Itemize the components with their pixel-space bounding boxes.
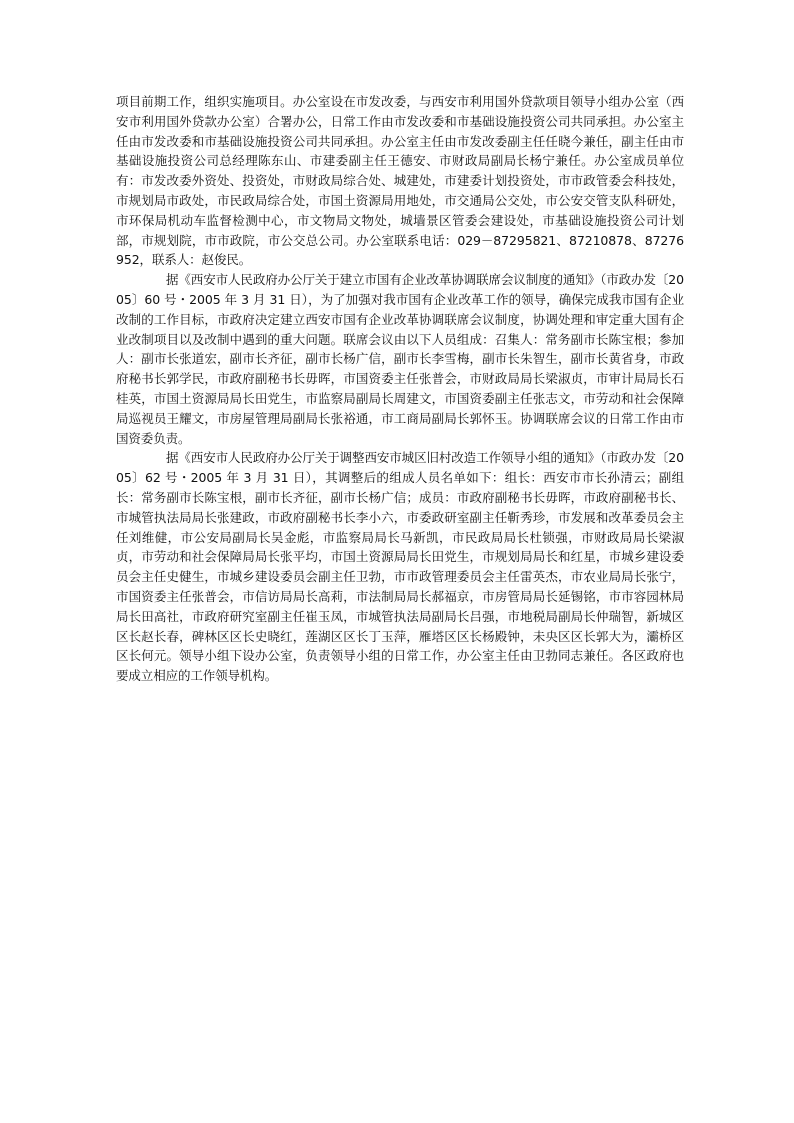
paragraph-soe-reform-notice: 据《西安市人民政府办公厅关于建立市国有企业改革协调联席会议制度的通知》（市政办发〔2005〕60 号・2005 年 3 月 31 日），为了加强对我市国有企业改革工作的领导，确保完成我市国有企业改制的工作目标，市政府决定建立西安市国有企业改革协调联席会议制度，协调处理和审定重大国有企业改制项目以及改制中遇到的重大问题。联席会议由以下人员组成：召集人：常务副市长陈宝根；参加人：副市长张道宏，副市长齐征，副市长杨广信，副市长李雪梅，副市长朱智生，副市长黄省身，市政府秘书长郭学民，市政府副秘书长毋晖，市国资委主任张普会，市财政局局长梁淑贞，市审计局局长石桂英，市国土资源局局长田党生，市监察局副局长周建文，市国资委副主任张志文，市劳动和社会保障局巡视员王耀文，市房屋管理局副局长张裕通，市工商局副局长郭怀玉。协调联席会议的日常工作由市国资委负责。 [116, 272, 684, 446]
paragraph-village-renovation-notice: 据《西安市人民政府办公厅关于调整西安市城区旧村改造工作领导小组的通知》（市政办发〔2005〕62 号・2005 年 3 月 31 日），其调整后的组成人员名单如下：组长：西安市市长孙清云；副组长：常务副市长陈宝根，副市长齐征，副市长杨广信；成员：市政府副秘书长毋晖，市政府副秘书长、市城管执法局局长张建政，市政府副秘书长李小六，市委政研室副主任靳秀珍，市发展和改革委员会主任刘维健，市公安局副局长吴金彪，市监察局局长马新凯，市民政局局长杜锁强，市财政局局长梁淑贞，市劳动和社会保障局局长张平均，市国土资源局局长田党生，市规划局局长和红星，市城乡建设委员会主任史健生，市城乡建设委员会副主任卫勃，市市政管理委员会主任雷英杰，市农业局局长张宁，市国资委主任张普会，市信访局局长高莉，市法制局局长郝福京，市房管局局长延锡铭，市市容园林局局长田高社，市政府研究室副主任崔玉凤，市城管执法局副局长吕强，市地税局副局长仲瑞智，新城区区长赵长春，碑林区区长史晓红，莲湖区区长丁玉萍，雁塔区区长杨殿钟，未央区区长郭大为，灞桥区区长何元。领导小组下设办公室，负责领导小组的日常工作，办公室主任由卫勃同志兼任。各区政府也要成立相应的工作领导机构。 [116, 450, 684, 684]
document-body [116, 92, 684, 686]
paragraph-office-setup: 项目前期工作，组织实施项目。办公室设在市发改委，与西安市利用国外贷款项目领导小组办公室（西安市利用国外贷款办公室）合署办公，日常工作由市发改委和市基础设施投资公司共同承担。办公室主任由市发改委和市基础设施投资公司共同承担。办公室主任由市发改委副主任任晓今兼任，副主任由市基础设施投资公司总经理陈东山、市建委副主任王德安、市财政局副局长杨宁兼任。办公室成员单位有：市发改委外资处、投资处，市财政局综合处、城建处，市建委计划投资处，市市政管委会科技处，市规划局市政处，市民政局综合处，市国土资源局用地处，市交通局公交处，市公安交管支队科研处，市环保局机动车监督检测中心，市文物局文物处，城墙景区管委会建设处，市基础设施投资公司计划部，市规划院，市市政院，市公交总公司。办公室联系电话：029－87295821、87210878、87276952，联系人：赵俊民。 [116, 94, 684, 268]
